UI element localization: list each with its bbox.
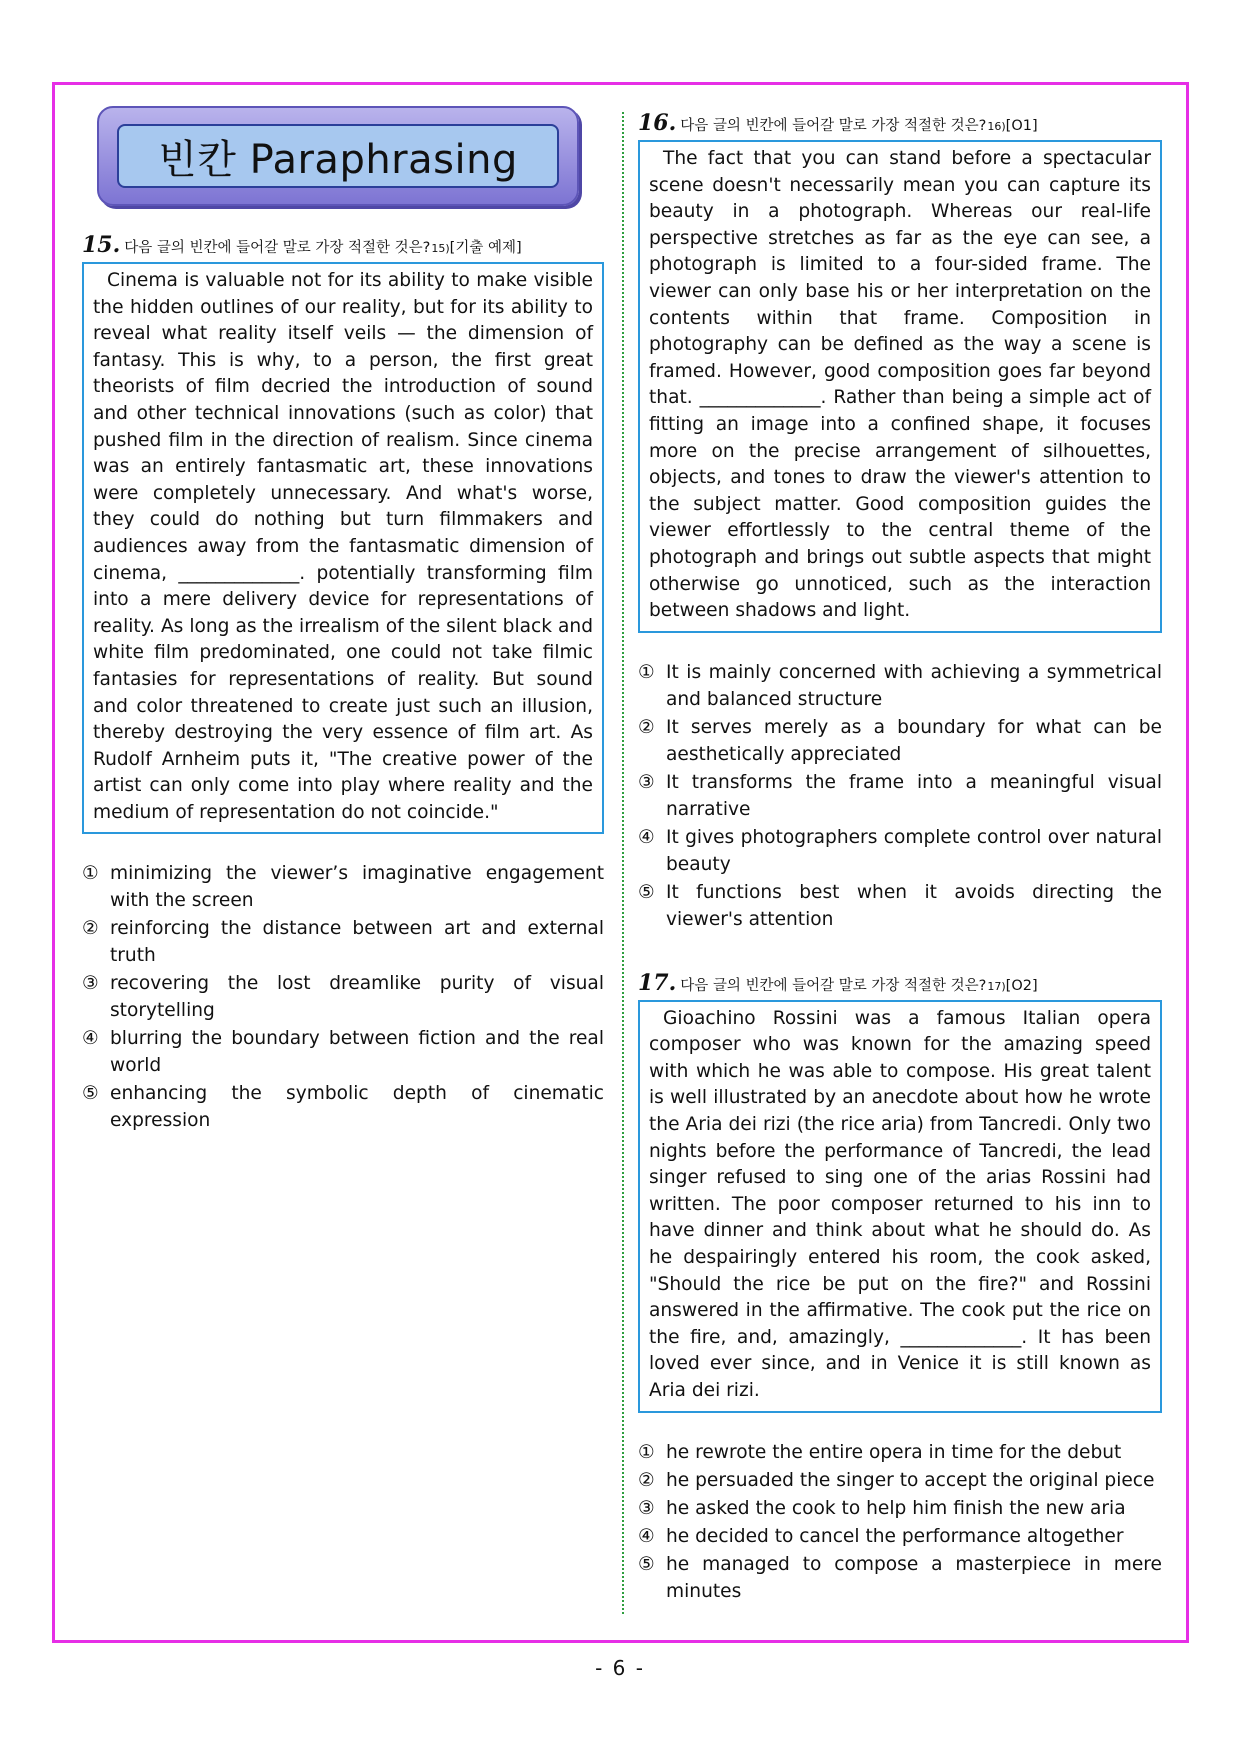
title-banner bbox=[97, 106, 579, 206]
left-column bbox=[82, 106, 604, 1135]
choice-item[interactable] bbox=[82, 860, 604, 914]
question-tag: [기출 예제] bbox=[449, 240, 522, 256]
question-17-choices bbox=[638, 1439, 1162, 1605]
choice-mark: ④ bbox=[638, 826, 655, 848]
column-divider bbox=[622, 112, 624, 1614]
page-title: 빈칸 Paraphrasing bbox=[117, 124, 559, 188]
choice-mark: ⑤ bbox=[82, 1083, 99, 1105]
question-ref: 16) bbox=[987, 120, 1006, 133]
choice-text: he asked the cook to help him finish the new aria bbox=[666, 1497, 1126, 1519]
choice-text: he persuaded the singer to accept the original piece bbox=[666, 1469, 1155, 1491]
question-16-passage: The fact that you can stand before a spectacular scene doesn't necessarily mean you can capture its beauty in a photograph. Whereas our real-life perspective stretches as far as the eye can see, a photograph is limited to a four-sided frame. The viewer can only base his or her interpretation on the contents within that frame. Composition in photography can be defined as the way a scene is framed. However, good composition goes far beyond that. _____________. Rather than being a simple act of fitting an image into a confined shape, it focuses more on the precise arrangement of silhouettes, objects, and tones to draw the viewer's attention to the subject matter. Good composition guides the viewer effortlessly to the central theme of the photograph and brings out subtle aspects that might otherwise go unnoticed, such as the interaction between shadows and light. bbox=[638, 140, 1162, 633]
question-15-passage: Cinema is valuable not for its ability to make visible the hidden outlines of our reality, but for its ability to reveal what reality itself veils — the dimension of fantasy. This is why, to a person, the first great theorists of film decried the introduction of sound and other technical innovations (such as color) that pushed film in the direction of realism. Since cinema was an entirely fantasmatic art, these innovations were completely unnecessary. And what's worse, they could do nothing but turn filmmakers and audiences away from the fantasmatic dimension of cinema, _____________. potentially transforming film into a mere delivery device for representations of reality. As long as the irrealism of the silent black and white film predominated, one could not take filmic fantasies for representations of reality. But sound and color threatened to create just such an illusion, thereby destroying the very essence of film art. As Rudolf Arnheim puts it, "The creative power of the artist can only come into play where reality and the medium of representation do not coincide." bbox=[82, 262, 604, 834]
choice-mark: ④ bbox=[82, 1028, 99, 1050]
choice-mark: ④ bbox=[638, 1525, 655, 1547]
choice-item[interactable] bbox=[638, 1467, 1162, 1494]
choice-text: It gives photographers complete control over natural beauty bbox=[666, 826, 1162, 875]
question-prompt: 다음 글의 빈칸에 들어갈 말로 가장 적절한 것은? bbox=[680, 118, 987, 134]
choice-text: It transforms the frame into a meaningful visual narrative bbox=[666, 771, 1162, 820]
question-number: 17. bbox=[638, 969, 677, 996]
choice-text: he managed to compose a masterpiece in mere minutes bbox=[666, 1553, 1162, 1602]
question-prompt: 다음 글의 빈칸에 들어갈 말로 가장 적절한 것은? bbox=[124, 240, 431, 256]
question-ref: 17) bbox=[987, 979, 1006, 993]
right-column bbox=[638, 110, 1162, 1606]
choice-item[interactable] bbox=[638, 1439, 1162, 1466]
choice-mark: ② bbox=[82, 918, 99, 940]
question-prompt: 다음 글의 빈칸에 들어갈 말로 가장 적절한 것은? bbox=[680, 977, 987, 994]
question-number: 16. bbox=[638, 110, 677, 136]
choice-mark: ③ bbox=[638, 1497, 655, 1519]
question-17-header bbox=[638, 970, 1162, 996]
question-ref: 15) bbox=[431, 242, 450, 255]
choice-item[interactable] bbox=[82, 915, 604, 969]
choice-mark: ⑤ bbox=[638, 881, 655, 903]
choice-text: he decided to cancel the performance altogether bbox=[666, 1525, 1124, 1547]
choice-mark: ② bbox=[638, 1469, 655, 1491]
question-15-header bbox=[82, 232, 604, 258]
choice-text: reinforcing the distance between art and external truth bbox=[110, 918, 604, 967]
question-number: 15. bbox=[82, 232, 121, 258]
choice-item[interactable] bbox=[638, 879, 1162, 933]
choice-item[interactable] bbox=[82, 970, 604, 1024]
choice-text: recovering the lost dreamlike purity of visual storytelling bbox=[110, 973, 604, 1022]
choice-item[interactable] bbox=[638, 769, 1162, 823]
question-tag: [O2] bbox=[1005, 977, 1038, 994]
choice-mark: ③ bbox=[82, 973, 99, 995]
choice-item[interactable] bbox=[82, 1025, 604, 1079]
choice-mark: ② bbox=[638, 716, 655, 738]
choice-item[interactable] bbox=[638, 1551, 1162, 1605]
choice-mark: ① bbox=[82, 863, 99, 885]
choice-item[interactable] bbox=[82, 1080, 604, 1134]
choice-mark: ⑤ bbox=[638, 1553, 655, 1575]
page-number: - 6 - bbox=[595, 1656, 645, 1680]
question-16-header bbox=[638, 110, 1162, 136]
question-tag: [O1] bbox=[1005, 118, 1038, 134]
question-17-passage: Gioachino Rossini was a famous Italian opera composer who was known for the amazing speed with which he was able to compose. His great talent is well illustrated by an anecdote about how he wrote the Aria dei rizi (the rice aria) from Tancredi. Only two nights before the performance of Tancredi, the lead singer refused to sing one of the arias Rossini had written. The poor composer returned to his inn to have dinner and think about what he should do. As he despairingly entered his room, the cook asked, "Should the rice be put on the fire?" and Rossini answered in the affirmative. The cook put the rice on the fire, and, amazingly, _____________. It has been loved ever since, and in Venice it is still known as Aria dei rizi. bbox=[638, 1000, 1162, 1413]
choice-text: It is mainly concerned with achieving a symmetrical and balanced structure bbox=[666, 661, 1162, 710]
choice-text: enhancing the symbolic depth of cinematic expression bbox=[110, 1083, 604, 1132]
choice-text: he rewrote the entire opera in time for the debut bbox=[666, 1441, 1122, 1463]
question-15-choices bbox=[82, 860, 604, 1134]
choice-text: It functions best when it avoids directing the viewer's attention bbox=[666, 881, 1162, 930]
choice-item[interactable] bbox=[638, 714, 1162, 768]
choice-item[interactable] bbox=[638, 824, 1162, 878]
choice-item[interactable] bbox=[638, 1495, 1162, 1522]
question-16-choices bbox=[638, 659, 1162, 933]
choice-text: It serves merely as a boundary for what can be aesthetically appreciated bbox=[666, 716, 1162, 765]
choice-mark: ① bbox=[638, 1441, 655, 1463]
choice-mark: ③ bbox=[638, 771, 655, 793]
choice-text: minimizing the viewer’s imaginative engagement with the screen bbox=[110, 863, 604, 912]
choice-text: blurring the boundary between fiction and the real world bbox=[110, 1028, 604, 1077]
choice-item[interactable] bbox=[638, 1523, 1162, 1550]
choice-mark: ① bbox=[638, 661, 655, 683]
choice-item[interactable] bbox=[638, 659, 1162, 713]
